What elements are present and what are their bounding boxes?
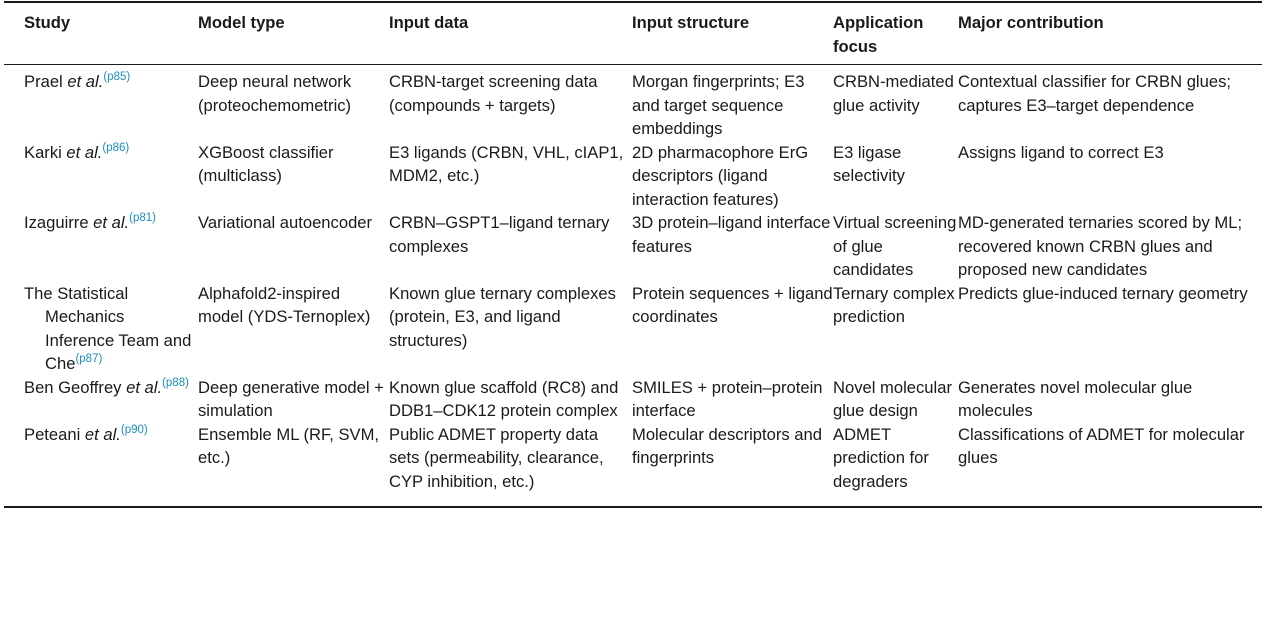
table-row [4, 211, 1262, 282]
study-citation [24, 282, 198, 376]
header-row [4, 3, 1262, 64]
input-data-cell: Public ADMET property data sets (permeability, clearance, CYP inhibition, etc.) [389, 424, 604, 491]
model-type-cell: Ensemble ML (RF, SVM, etc.) [198, 424, 380, 467]
major-contribution-cell: Predicts glue-induced ternary geometry [958, 283, 1248, 303]
application-focus-cell: Virtual screening of glue candidates [833, 213, 957, 279]
input-data-cell: CRBN–GSPT1–ligand ternary complexes [389, 213, 610, 256]
study-et-al: et al. [66, 142, 103, 162]
study-et-al: et al. [67, 72, 104, 91]
model-type-cell: Alphafold2-inspired model (YDS-Ternoplex) [198, 283, 371, 326]
comparison-table-container [4, 1, 1262, 508]
application-focus-cell: E3 ligase selectivity [833, 142, 905, 185]
study-citation [24, 211, 198, 235]
model-type-cell: Variational autoencoder [198, 213, 373, 232]
reference-link[interactable]: (p90) [120, 423, 148, 436]
input-data-cell: Known glue scaffold (RC8) and DDB1–CDK12 protein complex [389, 377, 619, 420]
study-authors: Ben Geoffrey [24, 377, 127, 397]
input-structure-cell: Molecular descriptors and fingerprints [632, 424, 822, 467]
table-row [4, 423, 1262, 494]
study-citation [24, 376, 198, 400]
study-authors: Izaguirre [24, 213, 94, 232]
reference-link[interactable]: (p87) [75, 353, 103, 365]
input-data-cell: CRBN-target screening data (compounds + targets) [389, 72, 598, 115]
study-cell [4, 141, 198, 212]
study-authors: Prael [24, 72, 68, 91]
major-contribution-cell: MD-generated ternaries scored by ML; recovered known CRBN glues and proposed new candidates [958, 213, 1243, 279]
reference-link[interactable]: (p81) [129, 212, 157, 224]
input-structure-cell: 2D pharmacophore ErG descriptors (ligand interaction features) [632, 142, 809, 209]
major-contribution-cell: Contextual classifier for CRBN glues; captures E3–target dependence [958, 72, 1231, 115]
application-focus-cell: Novel molecular glue design [833, 377, 952, 420]
reference-link[interactable]: (p86) [102, 141, 130, 154]
input-structure-cell: 3D protein–ligand interface features [632, 213, 831, 256]
header-application-focus: Application focus [833, 13, 924, 56]
model-type-cell: Deep neural network (proteochemometric) [198, 72, 352, 115]
application-focus-cell: ADMET prediction for degraders [833, 424, 929, 491]
study-cell [4, 65, 198, 141]
table-row [4, 65, 1262, 141]
header-model-type: Model type [198, 13, 285, 32]
bottom-rule [4, 506, 1262, 508]
table-row [4, 282, 1262, 376]
table-row [4, 141, 1262, 212]
study-et-al: et al. [84, 424, 121, 444]
study-citation [24, 423, 198, 447]
major-contribution-cell: Classifications of ADMET for molecular glues [958, 424, 1245, 467]
study-citation [24, 70, 198, 94]
model-type-cell: Deep generative model + simulation [198, 377, 384, 420]
ml-glue-studies-table [4, 3, 1262, 493]
study-authors: Karki [24, 142, 67, 162]
study-cell [4, 376, 198, 423]
major-contribution-cell: Assigns ligand to correct E3 [958, 142, 1164, 162]
input-data-cell: E3 ligands (CRBN, VHL, cIAP1, MDM2, etc.) [389, 142, 624, 185]
header-major-contribution: Major contribution [958, 13, 1104, 32]
input-structure-cell: Protein sequences + ligand coordinates [632, 283, 833, 326]
study-cell [4, 282, 198, 376]
study-cell [4, 211, 198, 282]
input-data-cell: Known glue ternary complexes (protein, E3, and ligand structures) [389, 283, 616, 350]
study-et-al: et al. [93, 213, 130, 232]
header-study: Study [24, 13, 71, 32]
major-contribution-cell: Generates novel molecular glue molecules [958, 377, 1193, 420]
study-authors: The Statistical Mechanics Inference Team and Che [24, 283, 192, 373]
reference-link[interactable]: (p85) [103, 71, 131, 83]
input-structure-cell: Morgan fingerprints; E3 and target sequence embeddings [632, 72, 805, 138]
input-structure-cell: SMILES + protein–protein interface [632, 377, 823, 420]
reference-link[interactable]: (p88) [162, 376, 189, 389]
study-citation [24, 141, 198, 165]
application-focus-cell: CRBN-mediated glue activity [833, 72, 954, 115]
header-input-data: Input data [389, 13, 469, 32]
table-row [4, 376, 1262, 423]
study-cell [4, 423, 198, 494]
application-focus-cell: Ternary complex prediction [833, 283, 955, 326]
study-et-al: et al. [126, 377, 163, 397]
study-authors: Peteani [24, 424, 85, 444]
header-input-structure: Input structure [632, 13, 750, 32]
model-type-cell: XGBoost classifier (multiclass) [198, 142, 334, 185]
